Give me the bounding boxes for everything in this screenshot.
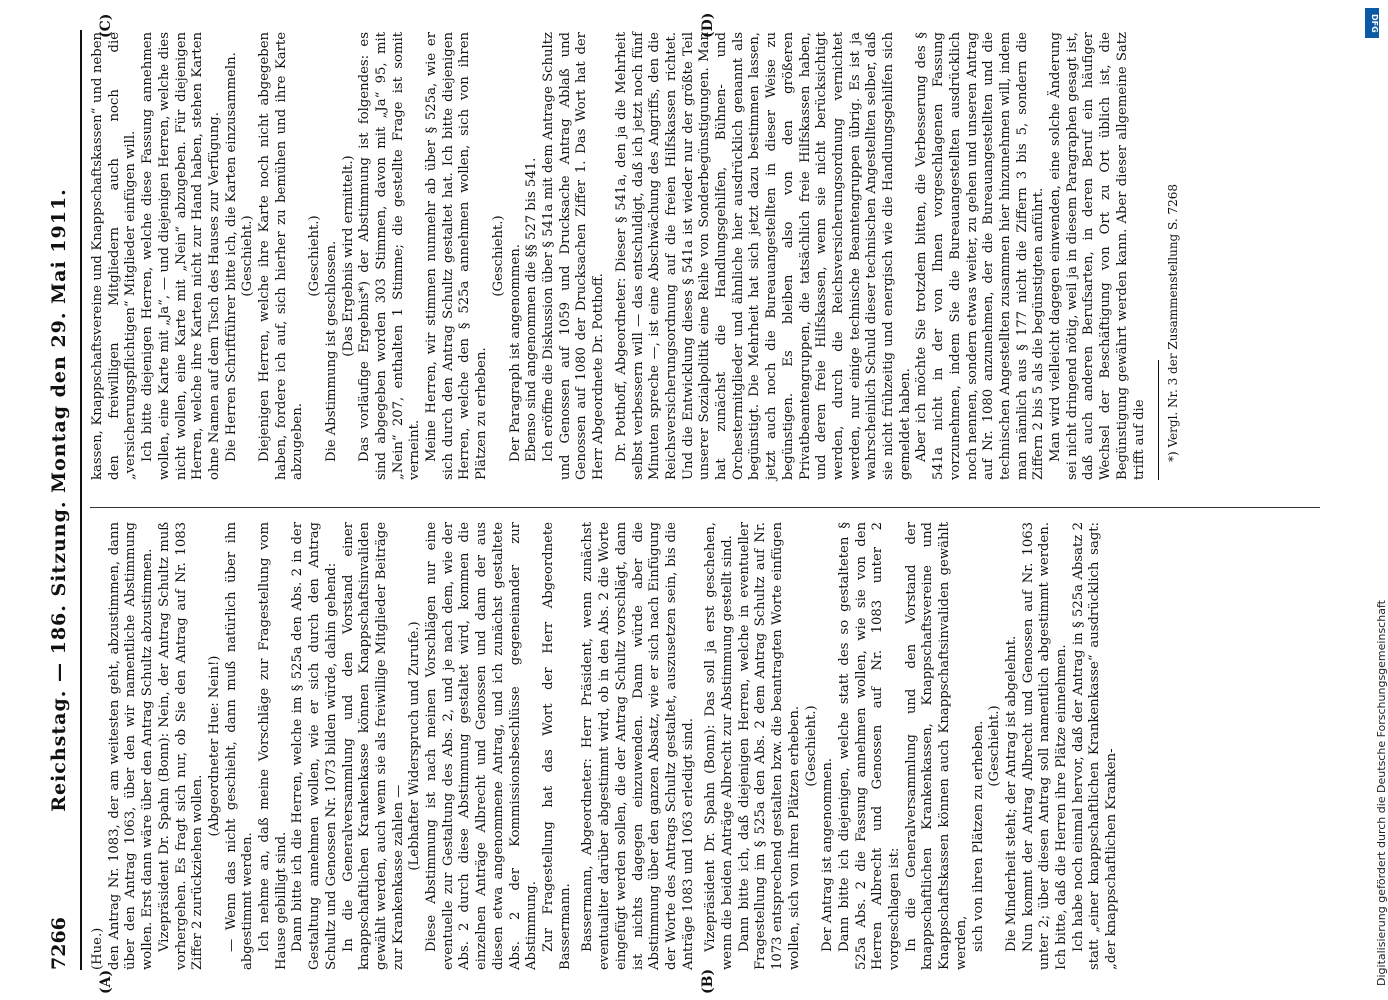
paragraph: Dann bitte ich, daß diejenigen Herren, welche in eventueller Fragestellung im § 525a den Abs. 2 dem Antrag Schultz auf Nr. 1073 entsprechend gestalten bzw. die beantragten Worte einfügen wollen, sich von ihren Plätzen erheben. xyxy=(736,522,802,970)
paragraph: Das vorläufige Ergebnis*) der Abstimmung ist folgendes: es sind abgegeben worden 303 Stimmen, davon mit „Ja“ 95, mit „Nein“ 207, enthalten 1 Stimme; die gestellte Frage ist somit verneint. xyxy=(357,32,423,480)
footnote: *) Vergl. Nr. 3 der Zusammenstellung S. 7268 xyxy=(1166,183,1181,462)
paragraph: Nun kommt der Antrag Albrecht und Genossen auf Nr. 1063 unter 2; über diesen Antrag soll namentlich abgestimmt werden. Ich bitte, daß die Herren ihre Plätze einnehmen. xyxy=(1020,522,1070,970)
paragraph: Vizepräsident Dr. Spahn (Bonn): Das soll ja erst geschehen, wenn die beiden Anträge Albrecht zur Abstimmung gestellt sind. xyxy=(703,522,736,970)
paragraph: Ebenso sind angenommen die §§ 527 bis 541. xyxy=(524,157,540,462)
right-column xyxy=(90,32,1182,480)
margin-mark-b: (B) xyxy=(700,968,716,994)
paragraph: In die Generalversammlung und den Vorstand einer knappschaftlichen Krankenkasse können Knappschaftsinvaliden gewählt werden, auch wenn sie als freiwillige Mitglieder Beiträge zur Krankenkasse zahlen — xyxy=(340,522,406,970)
left-column xyxy=(90,522,1121,970)
paragraph: Dann bitte ich die Herren, welche im § 525a den Abs. 2 in der Gestaltung annehmen wollen, wie er sich durch den Antrag Schultz und Genossen Nr. 1073 bilden würde, dahin gehend: xyxy=(290,522,339,970)
paragraph: Der Paragraph ist angenommen. xyxy=(507,244,523,462)
paragraph: Bassermann, Abgeordneter: Herr Präsident, wenn zunächst eventualiter darüber abgestimmt wird, ob in den Abs. 2 die Worte eingefügt werden sollen, die der Antrag Schultz vorschlägt, dann ist nichts dagegen einzuwenden. Dann würde aber die Abstimmung über den ganzen Absatz, wie er sich nach Einfügung der Worte des Antrags Schultz gestaltet, auszusetzen sein, bis die Anträge 1083 und 1063 erledigt sind. xyxy=(580,522,696,970)
footnote-rule xyxy=(1158,360,1159,480)
paragraph: Aber ich möchte Sie trotzdem bitten, die Verbesserung des § 541a nicht in der von Ihnen vorgeschlagenen Fassung vorzunehmen, indem Sie die Bureauangestellten ausdrücklich noch nennen, sondern etwas weiter, zu gehen und unseren Antrag auf Nr. 1080 anzunehmen, der die Bureauangestellten und die technischen Angestellten zusammen hier hinzunehmen will, indem man nämlich aus § 177 nicht die Ziffern 3 bis 5, sondern die Ziffern 2 bis 5 als die begünstigten anführt. xyxy=(914,32,1047,480)
paragraph: Dann bitte ich diejenigen, welche statt des so gestalteten § 525a Abs. 2 die Fassung annehmen wollen, wie sie von den Herren Albrecht und Genossen auf Nr. 1083 unter 2 vorgeschlagen ist: xyxy=(836,522,903,970)
paragraph: (Das Ergebnis wird ermittelt.) xyxy=(340,155,356,357)
page-header xyxy=(40,30,82,970)
paragraph: In die Generalversammlung und den Vorstand der knappschaftlichen Krankenkassen, Knappschaftsvereine und Knappschaftskassen können auch Knappschaftsinvaliden gewählt werden, xyxy=(903,522,969,970)
paragraph: Diese Abstimmung ist nach meinen Vorschlägen nur eine eventuelle zur Gestaltung des Abs. 2, und je nach dem, wie der Abs. 2 durch diese Abstimmung gestaltet wird, kommen die einzelnen Anträge Albrecht und Genossen und dann der aus diesen etwa angenommene Antrag, und ich zunächst gestaltete Abs. 2 der Kommissionsbeschlüsse gegeneinander zur Abstimmung. xyxy=(424,522,540,970)
paragraph: (Lebhafter Widerspruch und Zurufe.) xyxy=(407,621,423,871)
paragraph: Vizepräsident Dr. Spahn (Bonn): Nein, der Antrag Schultz muß vorhergehen. Es fragt sich nur, ob Sie den Antrag auf Nr. 1083 Ziffer 2 zurückziehen wollen. xyxy=(156,522,206,970)
paragraph: den Antrag Nr. 1083, der am weitesten geht, abzustimmen, dann über den Antrag 1063, über den wir namentliche Abstimmung wollen. Erst dann wäre über den Antrag Schultz abzustimmen. xyxy=(106,522,156,970)
column-divider xyxy=(90,507,1320,508)
paragraph: Zur Fragestellung hat das Wort der Herr Abgeordnete Bassermann. xyxy=(540,522,573,970)
paragraph: (Abgeordneter Hue: Nein!) xyxy=(206,655,222,837)
margin-mark-d: (D) xyxy=(700,12,716,38)
paragraph: (Geschieht.) xyxy=(307,215,323,297)
paragraph: Ich habe noch einmal hervor, daß der Antrag in § 525a Absatz 2 statt „einer knappschaftlichen Krankenkasse“ ausdrücklich sagt: „der knappschaftlichen Kranken- xyxy=(1070,522,1120,970)
running-title: Reichstag. — 186. Sitzung. Montag den 29. Mai 1911. xyxy=(48,188,70,812)
paragraph: (Geschieht.) xyxy=(987,705,1003,787)
margin-mark-a: (A) xyxy=(98,969,114,994)
paragraph: — Wenn das nicht geschieht, dann muß natürlich über ihn abgestimmt werden. xyxy=(223,522,256,970)
paragraph: Die Minderheit steht; der Antrag ist abgelehnt. xyxy=(1003,635,1019,952)
credit-strip xyxy=(1353,0,1388,1000)
paragraph: Dr. Potthoff, Abgeordneter: Dieser § 541a, den ja die Mehrheit selbst verbessern will — das entschuldigt, daß ich jetzt noch fünf Minuten spreche —, ist eine Abschwächung des Angriffs, den die Reichsversicherungsordnung auf die freien Hilfskassen richtet. Und die Entwicklung dieses § 541a ist wieder nur der größte Teil unserer Sozialpolitik eine Reihe von Sonderbegünstigungen. Man hat zunächst die Handlungsgehilfen, Bühnen- und Orchestermitglieder und ähnliche hier ausdrücklich genannt als begünstigt. Die Mehrheit hat sich jetzt dazu bestimmen lassen, jetzt auch noch die Bureauangestellten in dieser Weise zu begünstigen. Es bleiben also von den größeren Privatbeamtengruppen, die tatsächlich freie Hilfskassen haben, und deren freie Hilfskassen, wenn sie nicht berücksichtigt werden, durch die Reichsversicherungsordnung vernichtet werden, nur einige technische Beamtengruppen übrig. Es ist ja wahrscheinlich Schuld dieser technischen Angestellten selber, daß sie nicht frühzeitig und energisch wie die Handlungsgehilfen sich gemeldet haben. xyxy=(613,32,913,480)
paragraph: (Geschieht.) xyxy=(240,215,256,297)
paragraph: Ich nehme an, daß meine Vorschläge zur Fragestellung vom Hause gebilligt sind. xyxy=(257,522,289,970)
paragraph: Die Herren Schriftführer bitte ich, die Karten einzusammeln. xyxy=(223,52,239,462)
paragraph: Meine Herren, wir stimmen nunmehr ab über § 525a, wie er sich durch den Antrag Schultz gestaltet hat. Ich bitte diejenigen Herren, welche den § 525a annehmen wollen, sich von ihren Plätzen zu erheben. xyxy=(424,32,490,480)
paragraph: (Geschieht.) xyxy=(490,215,506,297)
margin-mark-c: (C) xyxy=(98,13,114,38)
paragraph: (Geschieht.) xyxy=(803,705,819,787)
paragraph: sich von ihren Plätzen zu erheben. xyxy=(970,720,986,952)
dfg-logo: DFG xyxy=(1365,8,1379,38)
paragraph: Diejenigen Herren, welche ihre Karte noch nicht abgegeben haben, fordere ich auf, sich hierher zu bemühen und ihre Karte abzugeben. xyxy=(257,32,306,480)
page-number: 7266 xyxy=(48,917,70,970)
paragraph: Ich eröffne die Diskussion über § 541a mit dem Antrage Schultz und Genossen auf 1059 und Drucksache Antrag Ablaß und Genossen auf 1080 der Drucksachen Ziffer 1. Das Wort hat der Herr Abgeordnete Dr. Potthoff. xyxy=(540,32,607,480)
paragraph: (Hue.) xyxy=(90,927,105,970)
paragraph: kassen, Knappschaftsvereine und Knappschaftskassen“ und neben den freiwilligen Mitgliedern auch noch die „versicherungspflichtigen“ Mitglieder einfügen will. xyxy=(90,32,139,480)
digitization-credit: Digitalisierung gefördert durch die Deutsche Forschungsgemeinschaft xyxy=(1375,600,1388,986)
paragraph: Die Abstimmung ist geschlossen. xyxy=(323,240,339,462)
paragraph: Der Antrag ist angenommen. xyxy=(820,757,836,952)
paragraph: Man wird vielleicht dagegen einwenden, eine solche Änderung sei nicht dringend nötig, weil ja in diesem Paragraphen gesagt ist, daß auch anderen Berufsarten, in deren Beruf ein häufiger Wechsel der Beschäftigung von Ort zu Ort üblich ist, die Begünstigung gewährt werden kann. Aber dieser allgemeine Satz trifft auf die xyxy=(1048,32,1147,480)
paragraph: Ich bitte diejenigen Herren, welche diese Fassung annehmen wollen, eine Karte mit „Ja“, — und diejenigen Herren, welche dies nicht wollen, eine Karte mit „Nein“ abzugeben. Für diejenigen Herren, welche ihre Karten nicht zur Hand haben, stehen Karten ohne Namen auf dem Tisch des Hauses zur Verfügung. xyxy=(140,32,222,480)
